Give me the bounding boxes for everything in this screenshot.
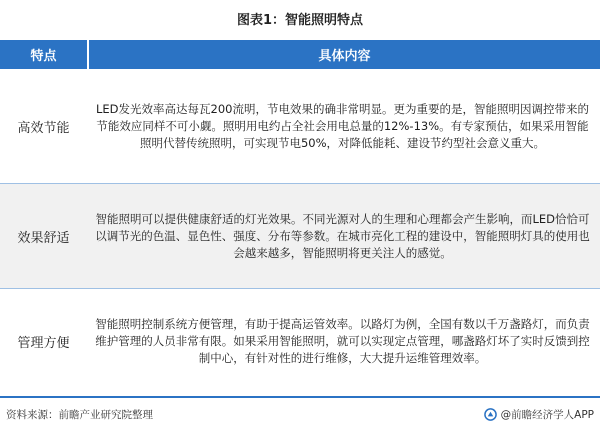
table-header <box>0 40 600 69</box>
row-feature: 高效节能 <box>17 120 70 136</box>
brand-credit <box>484 407 594 422</box>
row-content <box>87 69 600 183</box>
row-content <box>87 289 600 393</box>
row-content <box>87 184 600 288</box>
row-content-text: 智能照明可以提供健康舒适的灯光效果。不同光源对人的生理和心理都会产生影响，而LED恰恰可以调节光的色温、显色性、强度、分布等参数。在城市亮化工程的建设中，智能照明灯具的使用也会越来越多，智能照明将更关注人的感觉。 <box>95 211 590 260</box>
table-bottom-border <box>0 396 600 398</box>
row-feature: 管理方便 <box>17 335 70 351</box>
table-row <box>0 184 600 288</box>
header-feature: 特点 <box>30 49 57 64</box>
source-note: 资料来源：前瞻产业研究院整理 <box>6 408 153 421</box>
row-feature: 效果舒适 <box>17 230 70 246</box>
features-table <box>0 40 600 393</box>
brand-logo-icon <box>484 408 497 421</box>
row-divider <box>0 183 600 184</box>
brand-text: @前瞻经济学人APP <box>500 408 594 421</box>
row-divider <box>0 288 600 289</box>
row-content-text: LED发光效率高达每瓦200流明，节电效果的确非常明显。更为重要的是，智能照明因调控带来的节能效应同样不可小觑。照明用电约占全社会用电总量的12%-13%。有专家预估，如果采用智能照明代替传统照明，可实现节电50%，对降低能耗、建设节约型社会意义重大。 <box>96 101 589 150</box>
table-row <box>0 69 600 183</box>
header-content: 具体内容 <box>87 40 600 69</box>
table-row <box>0 289 600 393</box>
footer <box>6 404 594 424</box>
row-content-text: 智能照明控制系统方便管理，有助于提高运管效率。以路灯为例，全国有数以千万盏路灯，而负责维护管理的人员非常有限。如果采用智能照明，就可以实现定点管理，哪盏路灯坏了实时反馈到控制中心，有针对性的进行维修，大大提升运维管理效率。 <box>95 316 590 365</box>
figure-title: 图表1：智能照明特点 <box>236 12 364 28</box>
